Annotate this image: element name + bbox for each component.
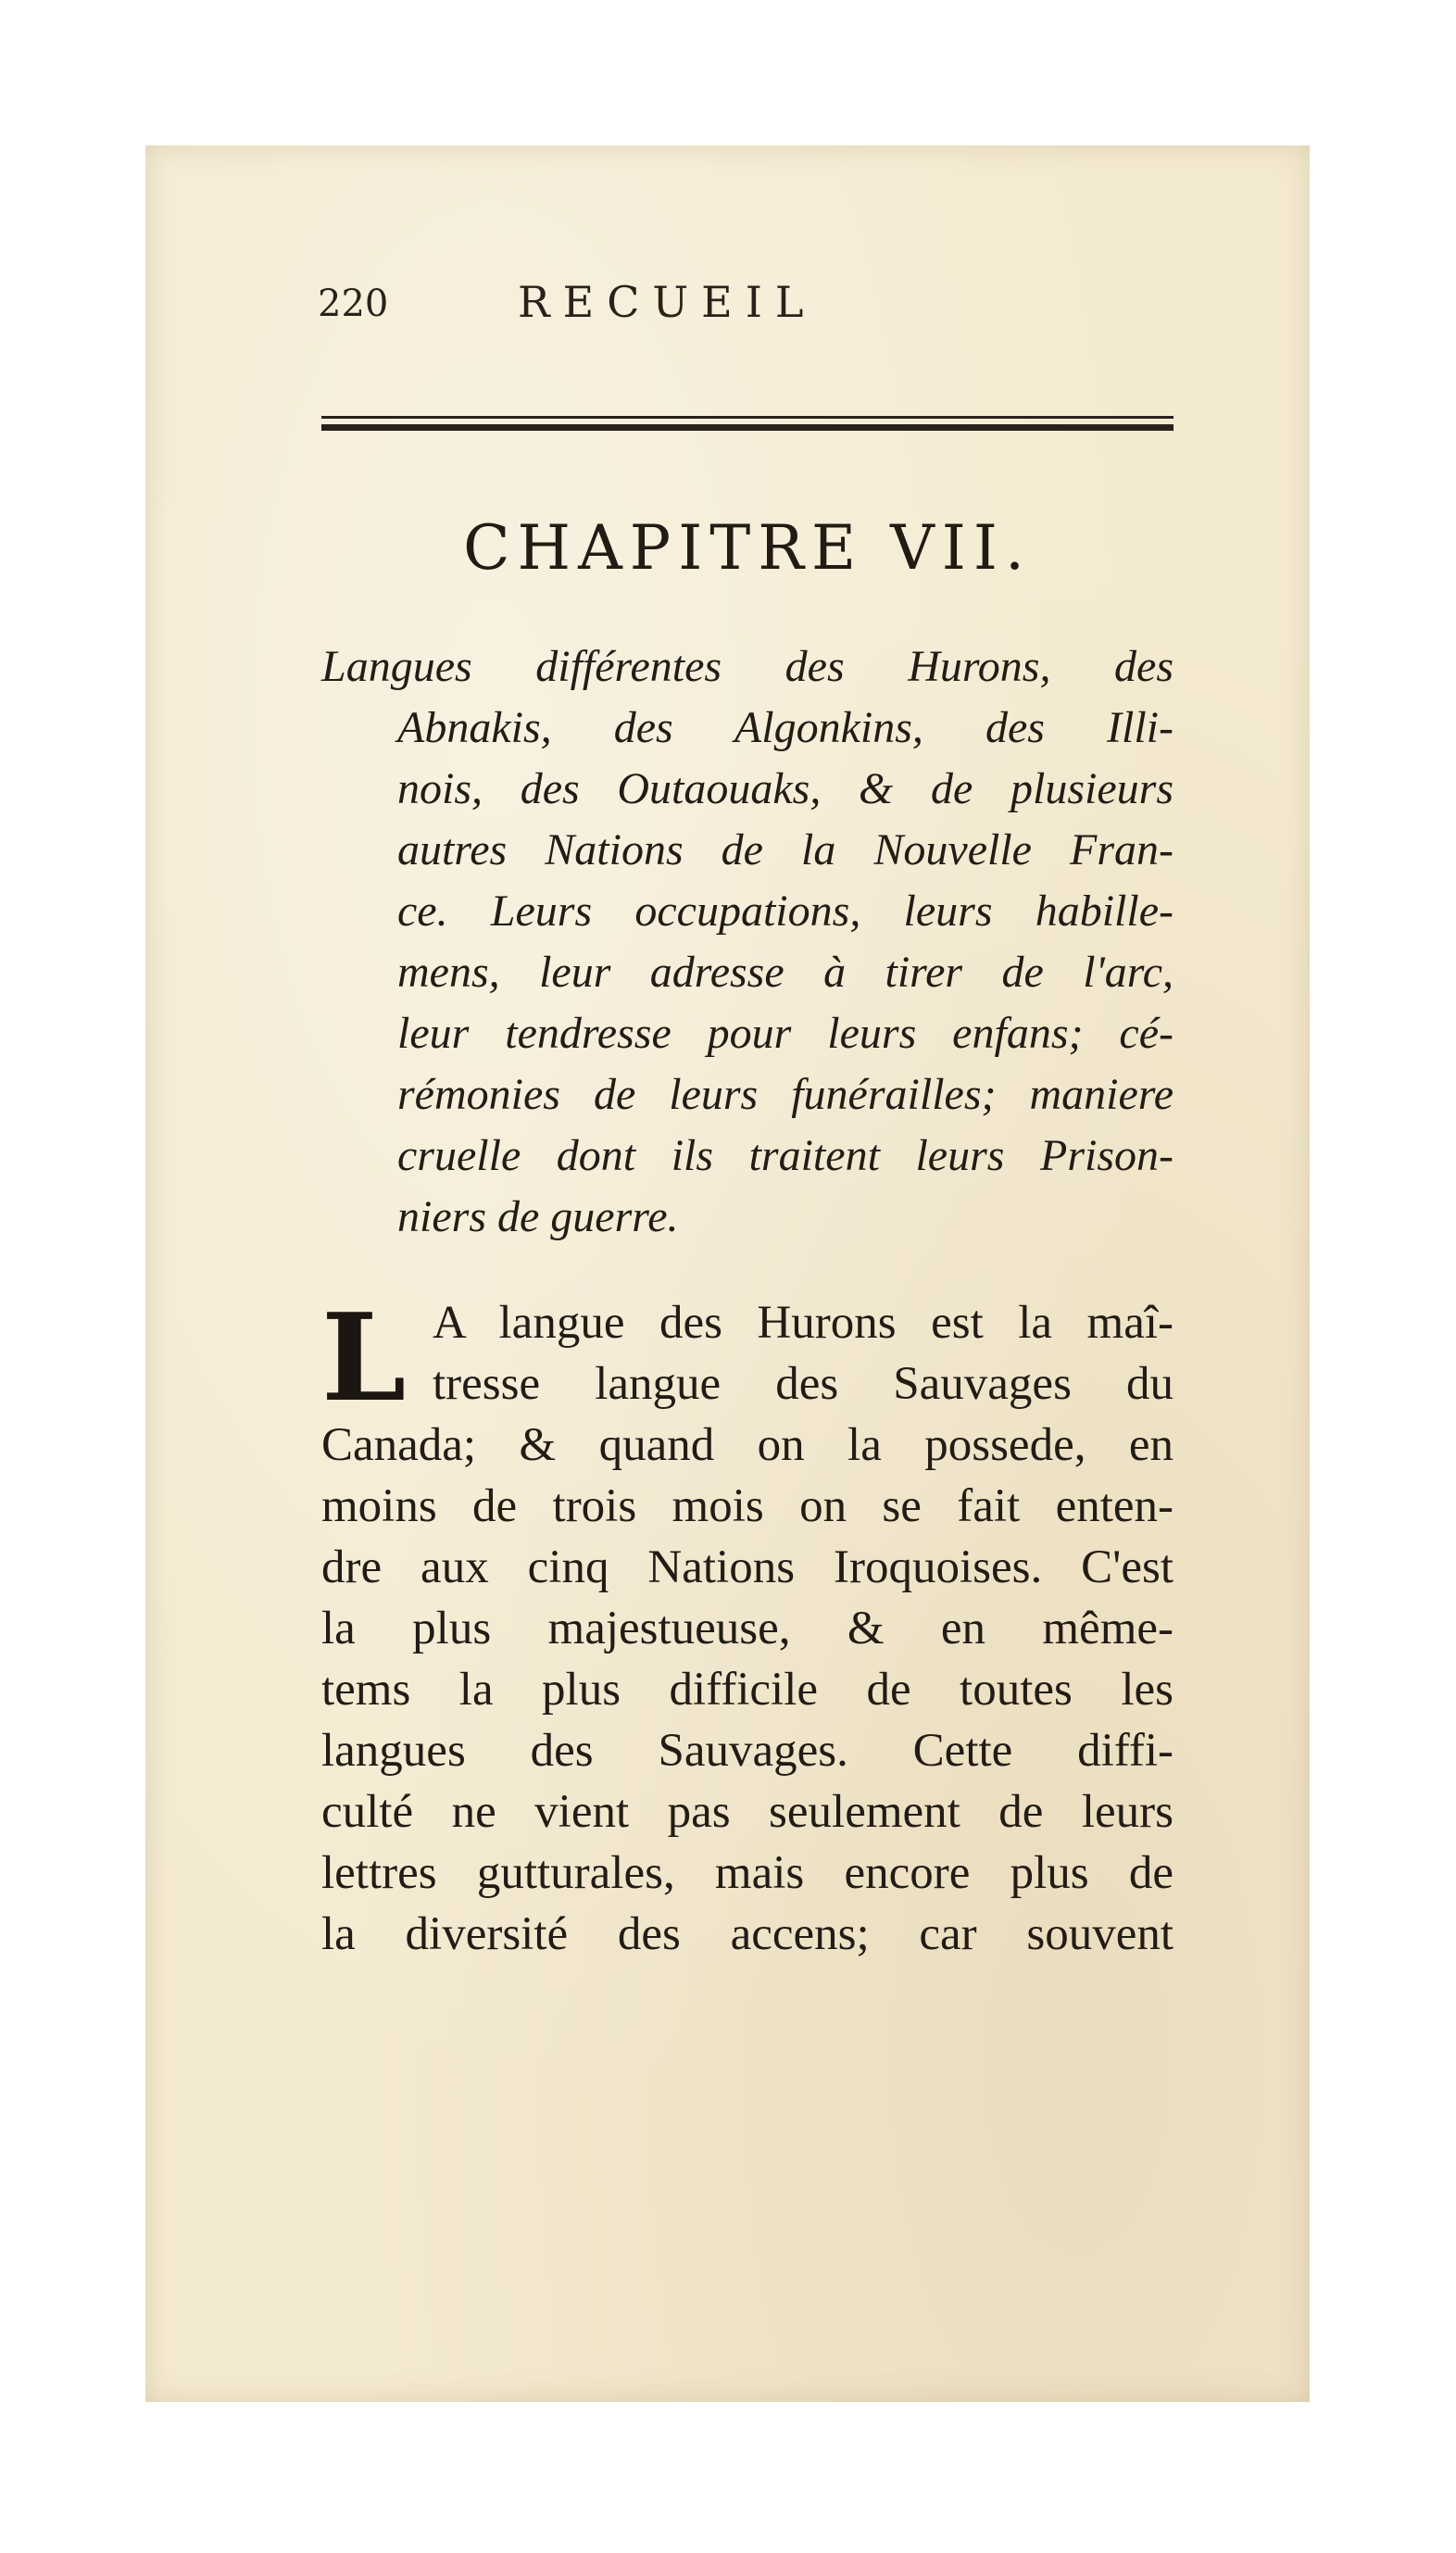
summary-line: autres Nations de la Nouvelle Fran- xyxy=(397,825,1174,874)
body-line: A langue des Hurons est la maî- xyxy=(433,1297,1174,1349)
body-line: dre aux cinq Nations Iroquoises. C'est xyxy=(321,1541,1174,1593)
body-line: Canada; & quand on la possede, en xyxy=(321,1419,1174,1471)
summary-line: ce. Leurs occupations, leurs habille- xyxy=(397,887,1174,936)
body-line: lettres gutturales, mais encore plus de xyxy=(321,1847,1174,1899)
chapter-summary xyxy=(321,636,1174,1248)
body-line: tresse langue des Sauvages du xyxy=(433,1358,1174,1410)
body-line: moins de trois mois on se fait enten- xyxy=(321,1480,1174,1532)
summary-line: leur tendresse pour leurs enfans; cé- xyxy=(397,1009,1174,1058)
body-line: la plus majestueuse, & en même- xyxy=(321,1603,1174,1654)
chapter-title: CHAPITRE VII. xyxy=(463,512,1032,584)
running-title: RECUEIL xyxy=(518,277,817,327)
summary-line: Abnakis, des Algonkins, des Illi- xyxy=(397,703,1174,752)
summary-line: cruelle dont ils traitent leurs Prison- xyxy=(397,1131,1174,1180)
book-page xyxy=(145,145,1310,2402)
body-line: culté ne vient pas seulement de leurs xyxy=(321,1786,1174,1838)
summary-line: Langues différentes des Hurons, des xyxy=(321,642,1174,691)
header-rule-thick xyxy=(321,424,1174,431)
header-rule-thin xyxy=(321,416,1174,419)
body-line: la diversité des accens; car souvent xyxy=(321,1908,1174,1960)
body-line: langues des Sauvages. Cette diffi- xyxy=(321,1725,1174,1777)
page-header xyxy=(318,277,1170,333)
summary-line: rémonies de leurs funérailles; maniere xyxy=(397,1070,1174,1119)
body-line: tems la plus difficile de toutes les xyxy=(321,1664,1174,1716)
summary-line: nois, des Outaouaks, & de plusieurs xyxy=(397,764,1174,813)
summary-line: niers de guerre. xyxy=(397,1192,679,1241)
summary-line: mens, leur adresse à tirer de l'arc, xyxy=(397,948,1174,997)
body-paragraph xyxy=(321,1287,1174,1965)
drop-cap-letter: L xyxy=(321,1287,407,1428)
page-number: 220 xyxy=(318,283,389,325)
